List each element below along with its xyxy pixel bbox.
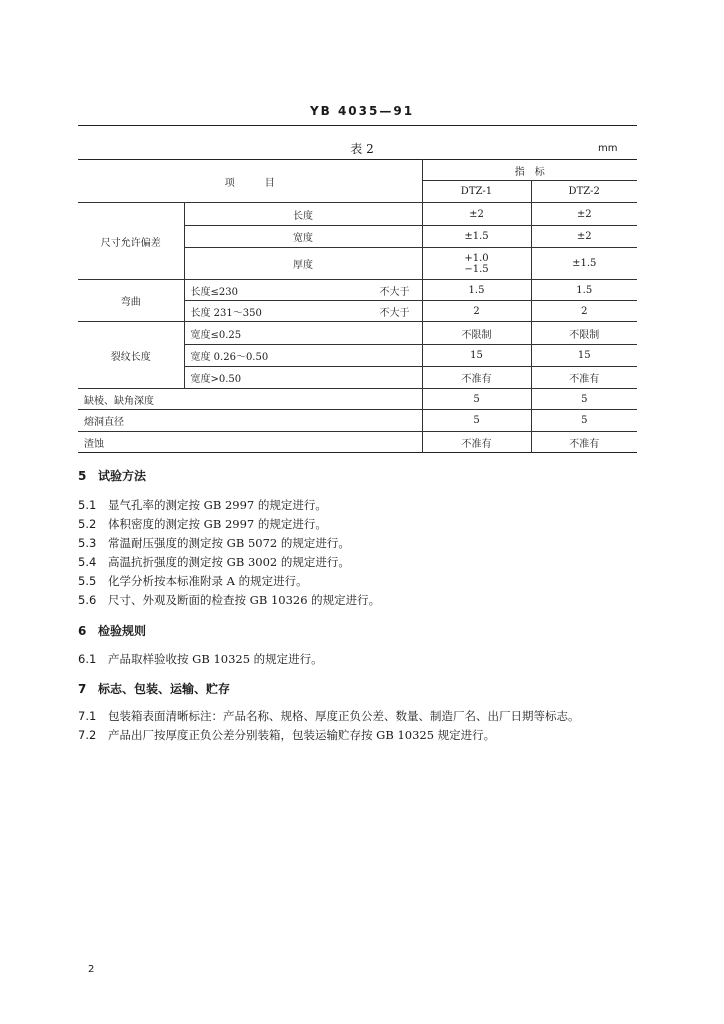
section-number: 6 (78, 624, 87, 638)
clause (78, 535, 350, 551)
bend-length-label: 长度≤230 (190, 286, 238, 298)
clause-text: 产品出厂按厚度正负公差分别装箱，包装运输贮存按 GB 10325 规定进行。 (108, 728, 496, 742)
section-heading (78, 467, 146, 484)
bend-length-label: 长度 231～350 (190, 307, 262, 319)
cell-dtz2: 不准有 (531, 432, 637, 453)
clause (78, 497, 327, 513)
clause-number: 7.1 (78, 709, 97, 723)
cell-dtz1: 5 (422, 410, 531, 432)
row-sub-label: 长度 (184, 203, 422, 226)
cell-dtz2: 15 (531, 345, 637, 367)
cell-dtz2: 1.5 (531, 280, 637, 301)
section-heading (78, 622, 146, 639)
cell-dtz1 (422, 248, 531, 280)
clause-number: 5.2 (78, 517, 97, 531)
table-row (78, 322, 637, 345)
clause (78, 651, 323, 667)
clause-text: 显气孔率的测定按 GB 2997 的规定进行。 (108, 498, 327, 512)
clause (78, 592, 380, 608)
cell-dtz2: ±1.5 (531, 248, 637, 280)
row-sub-label (184, 280, 422, 301)
table-row (78, 432, 637, 453)
clause (78, 708, 580, 724)
clause-number: 5.4 (78, 555, 97, 569)
clause-text: 常温耐压强度的测定按 GB 5072 的规定进行。 (108, 536, 350, 550)
table-row (78, 410, 637, 432)
cell-dtz2: 不准有 (531, 367, 637, 389)
tolerance-minus: −1.5 (464, 263, 489, 275)
clause-number: 6.1 (78, 652, 97, 666)
document-code-header: YB 4035—91 (309, 104, 415, 118)
section-title: 试验方法 (98, 469, 147, 483)
page-number: 2 (88, 964, 95, 975)
cell-dtz2: 5 (531, 410, 637, 432)
header-index: 指 标 (422, 160, 637, 181)
cell-dtz1: 1.5 (422, 280, 531, 301)
row-sub-label: 厚度 (184, 248, 422, 280)
clause (78, 516, 327, 532)
cell-dtz2: 不限制 (531, 322, 637, 345)
clause (78, 554, 350, 570)
clause-text: 化学分析按本标准附录 A 的规定进行。 (108, 574, 308, 588)
cell-dtz2: ±2 (531, 226, 637, 248)
row-label: 渣蚀 (78, 432, 422, 453)
clause-number: 5.3 (78, 536, 97, 550)
clause-text: 产品取样验收按 GB 10325 的规定进行。 (108, 652, 323, 666)
header-dtz2: DTZ-2 (531, 181, 637, 203)
cell-dtz1: 5 (422, 389, 531, 410)
table-row (78, 389, 637, 410)
cell-dtz1: ±2 (422, 203, 531, 226)
section-title: 标志、包装、运输、贮存 (98, 682, 231, 696)
row-sub-label: 宽度 0.26～0.50 (184, 345, 422, 367)
cell-dtz1: 不准有 (422, 367, 531, 389)
clause-number: 5.1 (78, 498, 97, 512)
header-dtz1: DTZ-1 (422, 181, 531, 203)
clause (78, 727, 495, 743)
cell-dtz1: 2 (422, 301, 531, 322)
section-number: 5 (78, 469, 87, 483)
group-bend: 弯曲 (78, 280, 184, 322)
row-sub-label: 宽度≤0.25 (184, 322, 422, 345)
cell-dtz2: 2 (531, 301, 637, 322)
tolerance-plus: +1.0 (464, 252, 489, 264)
table-title: 表 2 (350, 142, 374, 156)
bend-note: 不大于 (379, 307, 410, 319)
section-heading (78, 680, 230, 697)
section-number: 7 (78, 682, 87, 696)
bend-note: 不大于 (379, 286, 410, 298)
row-label: 缺棱、缺角深度 (78, 389, 422, 410)
row-sub-label: 宽度>0.50 (184, 367, 422, 389)
clause-text: 高温抗折强度的测定按 GB 3002 的规定进行。 (108, 555, 350, 569)
clause-number: 7.2 (78, 728, 97, 742)
spec-table (78, 159, 637, 453)
cell-dtz1: ±1.5 (422, 226, 531, 248)
table-header-row (78, 160, 637, 181)
row-sub-label: 宽度 (184, 226, 422, 248)
header-item: 项 目 (224, 177, 275, 189)
cell-dtz2: 5 (531, 389, 637, 410)
clause-number: 5.5 (78, 574, 97, 588)
section-title: 检验规则 (98, 624, 147, 638)
table-row (78, 280, 637, 301)
clause-text: 尺寸、外观及断面的检查按 GB 10326 的规定进行。 (108, 593, 381, 607)
clause (78, 573, 308, 589)
header-rule (78, 125, 637, 126)
cell-dtz1: 不准有 (422, 432, 531, 453)
row-label: 熔洞直径 (78, 410, 422, 432)
table-row (78, 203, 637, 226)
cell-dtz1: 不限制 (422, 322, 531, 345)
clause-text: 包装箱表面清晰标注：产品名称、规格、厚度正负公差、数量、制造厂名、出厂日期等标志。 (108, 709, 580, 723)
cell-dtz1: 15 (422, 345, 531, 367)
table-unit: mm (598, 143, 618, 154)
clause-text: 体积密度的测定按 GB 2997 的规定进行。 (108, 517, 327, 531)
group-size-tolerance: 尺寸允许偏差 (78, 203, 184, 280)
row-sub-label (184, 301, 422, 322)
group-crack: 裂纹长度 (78, 322, 184, 389)
cell-dtz2: ±2 (531, 203, 637, 226)
clause-number: 5.6 (78, 593, 97, 607)
